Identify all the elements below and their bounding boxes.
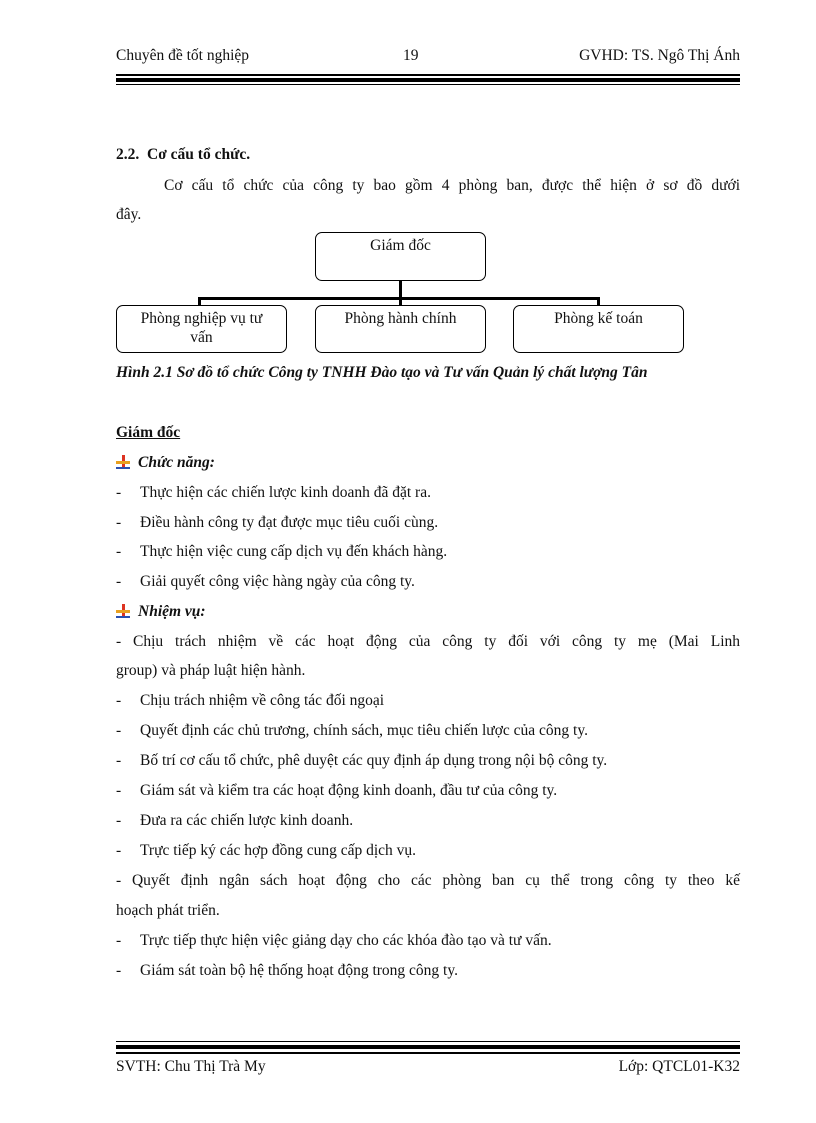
header-left: Chuyên đề tốt nghiệp (116, 47, 250, 64)
org-box-advisory: Phòng nghiệp vụ tư vấn (116, 305, 287, 353)
section-heading (116, 146, 250, 164)
org-connector-left (198, 297, 201, 305)
list-item: - Quyết định các chủ trương, chính sách, mục tiêu chiến lược của công ty. (116, 722, 588, 739)
intro-line-1: Cơ cấu tổ chức của công ty bao gồm 4 phòng ban, được thể hiện ở sơ đồ dưới (164, 177, 740, 194)
org-box-accounting: Phòng kế toán (513, 305, 684, 353)
duty-item-1-line-2: group) và pháp luật hiện hành. (116, 662, 306, 679)
functions-label: Chức năng: (138, 454, 215, 471)
functions-label-row (116, 454, 215, 472)
section-title: Cơ cấu tổ chức. (147, 146, 251, 163)
list-item: - Giải quyết công việc hàng ngày của công ty. (116, 573, 415, 590)
org-connector-right (597, 297, 600, 305)
intro-line-2: đây. (116, 206, 142, 223)
arrow-bullet-icon (116, 455, 130, 469)
header-rule (116, 74, 740, 76)
director-heading: Giám đốc (116, 424, 181, 441)
list-item: - Bố trí cơ cấu tổ chức, phê duyệt các quy định áp dụng trong nội bộ công ty. (116, 752, 608, 769)
duty-item-8-line-2: hoạch phát triển. (116, 902, 220, 919)
arrow-bullet-icon (116, 604, 130, 618)
footer-rule (116, 1052, 740, 1054)
list-item: - Đưa ra các chiến lược kinh doanh. (116, 812, 354, 829)
header-rule-thick (116, 78, 740, 82)
header-right: GVHD: TS. Ngô Thị Ánh (579, 47, 740, 64)
page-number: 19 (403, 47, 419, 64)
list-item: - Giám sát toàn bộ hệ thống hoạt động trong công ty. (116, 962, 458, 979)
footer-rule-thick (116, 1045, 740, 1049)
footer-right: Lớp: QTCL01-K32 (618, 1058, 740, 1075)
list-item: - Điều hành công ty đạt được mục tiêu cuối cùng. (116, 514, 439, 531)
duties-label: Nhiệm vụ: (138, 603, 206, 620)
list-item: - Giám sát và kiểm tra các hoạt động kinh doanh, đầu tư của công ty. (116, 782, 558, 799)
list-item: - Chịu trách nhiệm về công tác đối ngoại (116, 692, 385, 709)
list-item: - Thực hiện các chiến lược kinh doanh đã đặt ra. (116, 484, 431, 501)
list-item: - Thực hiện việc cung cấp dịch vụ đến khách hàng. (116, 543, 448, 560)
list-item: - Trực tiếp thực hiện việc giảng dạy cho các khóa đào tạo và tư vấn. (116, 932, 552, 949)
section-number: 2.2. (116, 146, 140, 163)
duty-item-1-line-1: - Chịu trách nhiệm về các hoạt động của công ty đối với công ty mẹ (Mai Linh (116, 633, 740, 650)
footer-rule-thin (116, 1041, 740, 1042)
figure-caption: Hình 2.1 Sơ đồ tổ chức Công ty TNHH Đào tạo và Tư vấn Quản lý chất lượng Tân (116, 364, 648, 381)
duties-label-row (116, 603, 206, 621)
header-rule-thin (116, 84, 740, 85)
org-box-admin: Phòng hành chính (315, 305, 486, 353)
footer-left: SVTH: Chu Thị Trà My (116, 1058, 266, 1075)
list-item: - Trực tiếp ký các hợp đồng cung cấp dịch vụ. (116, 842, 417, 859)
org-connector-middle (399, 297, 402, 305)
org-box-director: Giám đốc (315, 232, 486, 281)
duty-item-8-line-1: - Quyết định ngân sách hoạt động cho các phòng ban cụ thể trong công ty theo kế (116, 872, 740, 889)
